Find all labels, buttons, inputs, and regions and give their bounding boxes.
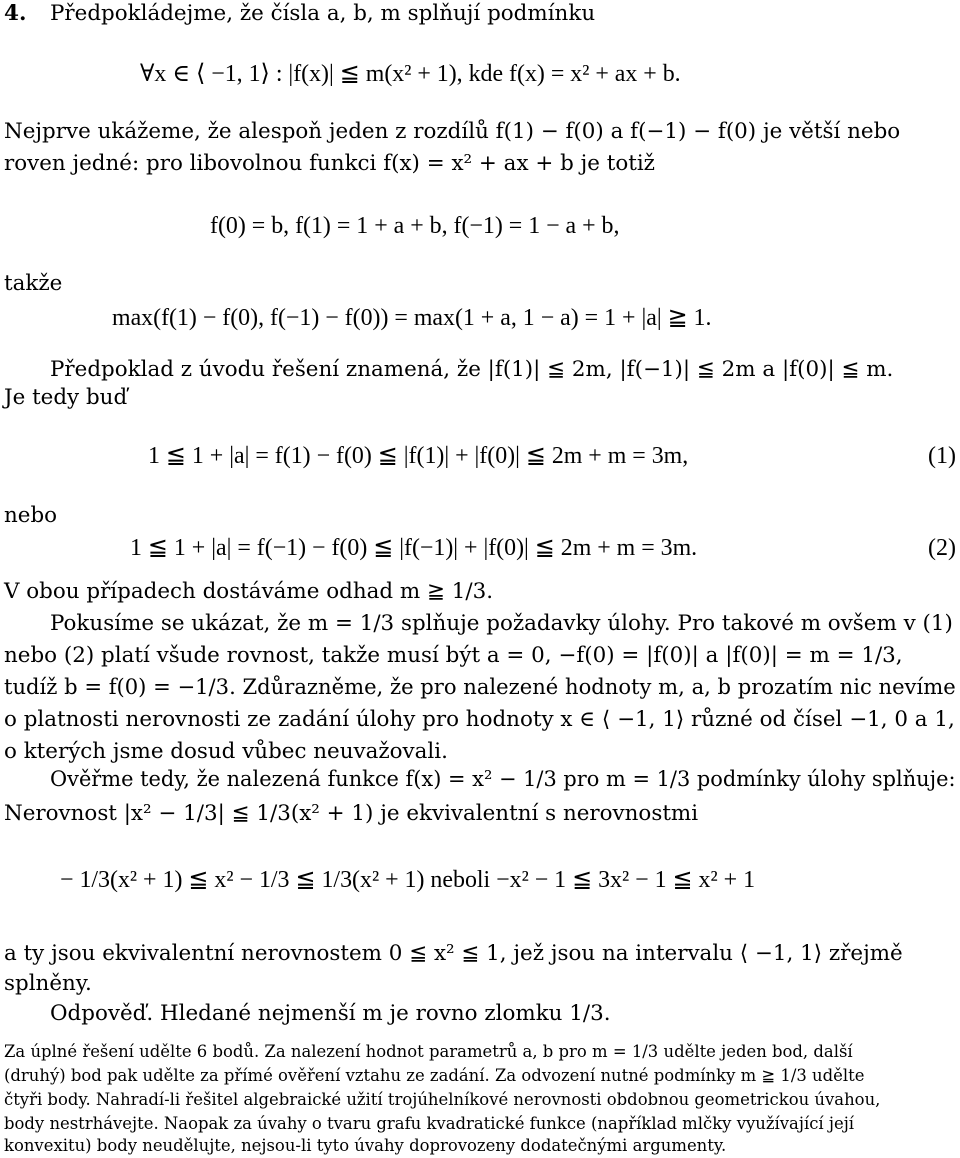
formula-1: 1 ≦ 1 + |a| = f(1) − f(0) ≦ |f(1)| + |f(0)| ≦ 2m + m = 3m, bbox=[148, 443, 689, 469]
text-line-10: o platnosti nerovnosti ze zadání úlohy pro hodnoty x ∈ ⟨ −1, 1⟩ různé od čísel −1, 0 a 1, bbox=[4, 707, 955, 732]
formula-2: 1 ≦ 1 + |a| = f(−1) − f(0) ≦ |f(−1)| + |f(0)| ≦ 2m + m = 3m. bbox=[130, 535, 698, 561]
text-line-3: roven jedné: pro libovolnou funkci f(x) = x² + ax + b je totiž bbox=[4, 151, 655, 176]
scoring-line-3: čtyři body. Nahradí-li řešitel algebraické užití trojúhelníkové nerovnosti obdobnou geometrickou úvahou, bbox=[4, 1090, 881, 1109]
scoring-line-4: body nestrhávejte. Naopak za úvahy o tvaru grafu kvadratické funkce (například mlčky využívající její bbox=[4, 1114, 855, 1133]
text-line-6: V obou případech dostáváme odhad m ≧ 1/3. bbox=[4, 579, 494, 604]
equation-number-1: (1) bbox=[928, 443, 956, 469]
formula-inequalities: − 1/3(x² + 1) ≦ x² − 1/3 ≦ 1/3(x² + 1) neboli −x² − 1 ≦ 3x² − 1 ≦ x² + 1 bbox=[60, 867, 756, 893]
text-line-11: o kterých jsme dosud vůbec neuvažovali. bbox=[4, 739, 448, 764]
text-line-7: Pokusíme se ukázat, že m = 1/3 splňuje požadavky úlohy. Pro takové m ovšem v (1) bbox=[50, 611, 953, 636]
text-line-1: Předpokládejme, že čísla a, b, m splňují podmínku bbox=[50, 1, 596, 26]
text-takze: takže bbox=[4, 271, 63, 296]
formula-max: max(f(1) − f(0), f(−1) − f(0)) = max(1 + a, 1 − a) = 1 + |a| ≧ 1. bbox=[112, 305, 712, 331]
text-line-13: Nerovnost |x² − 1/3| ≦ 1/3(x² + 1) je ekvivalentní s nerovnostmi bbox=[4, 801, 699, 826]
scoring-line-2: (druhý) bod pak udělte za přímé ověření vztahu ze zadání. Za odvození nutné podmínky m ≧ 1/3 udělte bbox=[4, 1066, 865, 1085]
text-line-8: nebo (2) platí všude rovnost, takže musí být a = 0, −f(0) = |f(0)| a |f(0)| = m = 1/3, bbox=[4, 643, 903, 668]
text-line-12: Ověřme tedy, že nalezená funkce f(x) = x² − 1/3 pro m = 1/3 podmínky úlohy splňuje: bbox=[50, 767, 956, 792]
text-line-9: tudíž b = f(0) = −1/3. Zdůrazněme, že pro nalezené hodnoty m, a, b prozatím nic nevíme bbox=[4, 675, 956, 700]
scoring-line-1: Za úplné řešení udělte 6 bodů. Za nalezení hodnot parametrů a, b pro m = 1/3 udělte jeden bod, další bbox=[4, 1042, 853, 1061]
formula-condition: ∀x ∈ ⟨ −1, 1⟩ : |f(x)| ≦ m(x² + 1), kde f(x) = x² + ax + b. bbox=[140, 61, 681, 87]
text-line-14: a ty jsou ekvivalentní nerovnostem 0 ≦ x² ≦ 1, jež jsou na intervalu ⟨ −1, 1⟩ zřejmě bbox=[4, 941, 903, 966]
text-nebo: nebo bbox=[4, 503, 58, 528]
formula-values: f(0) = b, f(1) = 1 + a + b, f(−1) = 1 − a + b, bbox=[210, 213, 620, 239]
text-line-5: Je tedy buď bbox=[4, 385, 128, 410]
text-line-4: Předpoklad z úvodu řešení znamená, že |f(1)| ≦ 2m, |f(−1)| ≦ 2m a |f(0)| ≦ m. bbox=[50, 357, 894, 382]
answer-line: Odpověď. Hledané nejmenší m je rovno zlomku 1/3. bbox=[50, 1001, 611, 1026]
text-line-2: Nejprve ukážeme, že alespoň jeden z rozdílů f(1) − f(0) a f(−1) − f(0) je větší nebo bbox=[4, 119, 901, 144]
equation-number-2: (2) bbox=[928, 535, 956, 561]
scoring-line-5: konvexitu) body neudělujte, nejsou-li tyto úvahy doprovozeny dodatečnými argumenty. bbox=[4, 1136, 727, 1155]
problem-number: 4. bbox=[4, 1, 27, 26]
text-line-15: splněny. bbox=[4, 971, 92, 996]
